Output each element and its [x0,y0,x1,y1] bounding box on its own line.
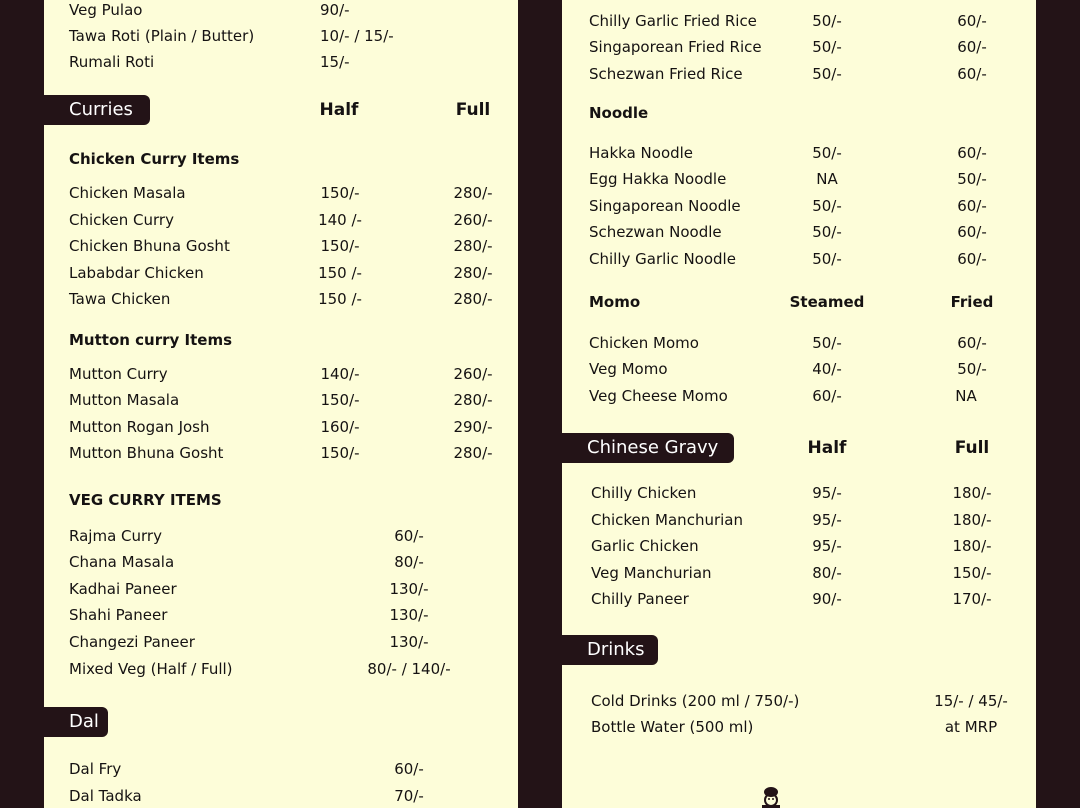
menu-item-name: Dal Tadka [69,787,142,805]
menu-item-name: Hakka Noodle [589,144,694,162]
column-header-fried: Fried [950,293,994,311]
menu-item-full-price: 280/- [453,184,493,202]
menu-item-name: Singaporean Noodle [589,197,741,215]
menu-item-half-price: 95/- [812,511,842,529]
menu-item-fried-price: NA [955,387,977,405]
column-header-half: Half [319,100,359,120]
menu-item-name: Kadhai Paneer [69,580,177,598]
menu-item-price: 15/- / 45/- [934,692,1008,710]
menu-item-name: Chilly Paneer [591,590,689,608]
menu-item-half-price: 50/- [812,250,842,268]
menu-item-price: 60/- [394,760,424,778]
menu-item-full-price: 60/- [957,65,987,83]
menu-item-name: Chilly Chicken [591,484,697,502]
menu-item-name: Veg Momo [589,360,668,378]
menu-item-name: Chicken Momo [589,334,699,352]
menu-item-name: Mutton Masala [69,391,180,409]
menu-item-name: Singaporean Fried Rice [589,38,762,56]
menu-item-full-price: 180/- [952,511,992,529]
menu-item-fried-price: 60/- [957,334,987,352]
menu-item-half-price: 140 /- [318,211,362,229]
menu-item-half-price: 50/- [812,197,842,215]
menu-item-full-price: 280/- [453,264,493,282]
menu-item-price: 10/- / 15/- [320,27,394,45]
menu-item-name: Schezwan Noodle [589,223,722,241]
menu-item-name: Schezwan Fried Rice [589,65,743,83]
menu-item-full-price: 60/- [957,197,987,215]
column-header-half: Half [807,438,847,458]
menu-item-full-price: 280/- [453,391,493,409]
column-header-full: Full [954,438,990,458]
subsection-heading-noodle: Noodle [589,104,649,122]
menu-item-full-price: 170/- [952,590,992,608]
menu-item-name: Rumali Roti [69,53,155,71]
menu-item-name: Bottle Water (500 ml) [591,718,754,736]
menu-item-full-price: 290/- [453,418,493,436]
menu-item-full-price: 280/- [453,237,493,255]
menu-item-half-price: 150/- [320,184,360,202]
menu-item-half-price: 50/- [812,12,842,30]
menu-item-name: Dal Fry [69,760,122,778]
section-banner-curries: Curries [44,95,150,125]
menu-item-full-price: 60/- [957,12,987,30]
menu-item-name: Veg Manchurian [591,564,712,582]
menu-item-full-price: 150/- [952,564,992,582]
menu-item-full-price: 50/- [957,170,987,188]
menu-item-price: 130/- [389,633,429,651]
menu-item-full-price: 60/- [957,223,987,241]
subsection-heading-chicken: Chicken Curry Items [69,150,240,168]
subsection-heading-veg: VEG CURRY ITEMS [69,491,222,509]
menu-item-half-price: 50/- [812,144,842,162]
menu-item-half-price: 90/- [812,590,842,608]
menu-item-name: Changezi Paneer [69,633,195,651]
menu-item-half-price: 95/- [812,484,842,502]
menu-item-name: Egg Hakka Noodle [589,170,727,188]
menu-item-half-price: 150 /- [318,264,362,282]
menu-item-half-price: 150/- [320,391,360,409]
menu-item-half-price: 95/- [812,537,842,555]
menu-item-price: 130/- [389,580,429,598]
menu-item-name: Cold Drinks (200 ml / 750/-) [591,692,800,710]
menu-item-name: Mutton Curry [69,365,168,383]
menu-item-half-price: 150 /- [318,290,362,308]
menu-item-full-price: 260/- [453,365,493,383]
subsection-heading-momo: Momo [589,293,641,311]
menu-item-price: 80/- [394,553,424,571]
menu-item-half-price: NA [816,170,838,188]
menu-item-name: Rajma Curry [69,527,162,545]
menu-page-left [44,0,518,808]
menu-item-name: Chilly Garlic Noodle [589,250,736,268]
section-banner-drinks: Drinks [562,635,658,665]
menu-item-name: Mutton Rogan Josh [69,418,210,436]
menu-item-half-price: 150/- [320,444,360,462]
menu-item-name: Garlic Chicken [591,537,699,555]
column-header-steamed: Steamed [789,293,865,311]
menu-item-half-price: 50/- [812,65,842,83]
menu-item-name: Veg Pulao [69,1,143,19]
menu-item-steamed-price: 50/- [812,334,842,352]
menu-item-name: Chicken Curry [69,211,174,229]
menu-item-fried-price: 50/- [957,360,987,378]
menu-item-half-price: 160/- [320,418,360,436]
menu-item-name: Lababdar Chicken [69,264,204,282]
menu-item-full-price: 60/- [957,38,987,56]
menu-item-price: at MRP [944,718,998,736]
menu-item-name: Mixed Veg (Half / Full) [69,660,233,678]
menu-item-price: 130/- [389,606,429,624]
subsection-heading-mutton: Mutton curry Items [69,331,233,349]
menu-item-half-price: 50/- [812,38,842,56]
menu-item-half-price: 50/- [812,223,842,241]
section-banner-dal: Dal [44,707,108,737]
menu-item-name: Mutton Bhuna Gosht [69,444,224,462]
menu-item-full-price: 280/- [453,444,493,462]
menu-item-full-price: 60/- [957,250,987,268]
menu-item-name: Chicken Masala [69,184,186,202]
column-header-full: Full [455,100,491,120]
menu-item-name: Tawa Chicken [69,290,171,308]
menu-item-full-price: 180/- [952,484,992,502]
menu-item-name: Tawa Roti (Plain / Butter) [69,27,255,45]
menu-item-full-price: 260/- [453,211,493,229]
menu-item-name: Chicken Bhuna Gosht [69,237,230,255]
menu-item-name: Shahi Paneer [69,606,168,624]
menu-item-price: 15/- [320,53,350,71]
menu-item-full-price: 60/- [957,144,987,162]
menu-item-full-price: 280/- [453,290,493,308]
menu-item-name: Chicken Manchurian [591,511,743,529]
menu-page-right [562,0,1036,808]
menu-item-name: Veg Cheese Momo [589,387,728,405]
menu-item-name: Chana Masala [69,553,175,571]
section-banner-chinese-gravy: Chinese Gravy [562,433,734,463]
menu-item-half-price: 150/- [320,237,360,255]
chef-logo-icon [759,786,783,808]
menu-item-price: 90/- [320,1,350,19]
menu-item-price: 80/- / 140/- [367,660,451,678]
menu-item-steamed-price: 60/- [812,387,842,405]
menu-item-name: Chilly Garlic Fried Rice [589,12,757,30]
menu-item-steamed-price: 40/- [812,360,842,378]
menu-item-half-price: 140/- [320,365,360,383]
menu-item-full-price: 180/- [952,537,992,555]
menu-item-price: 70/- [394,787,424,805]
menu-item-price: 60/- [394,527,424,545]
menu-item-half-price: 80/- [812,564,842,582]
